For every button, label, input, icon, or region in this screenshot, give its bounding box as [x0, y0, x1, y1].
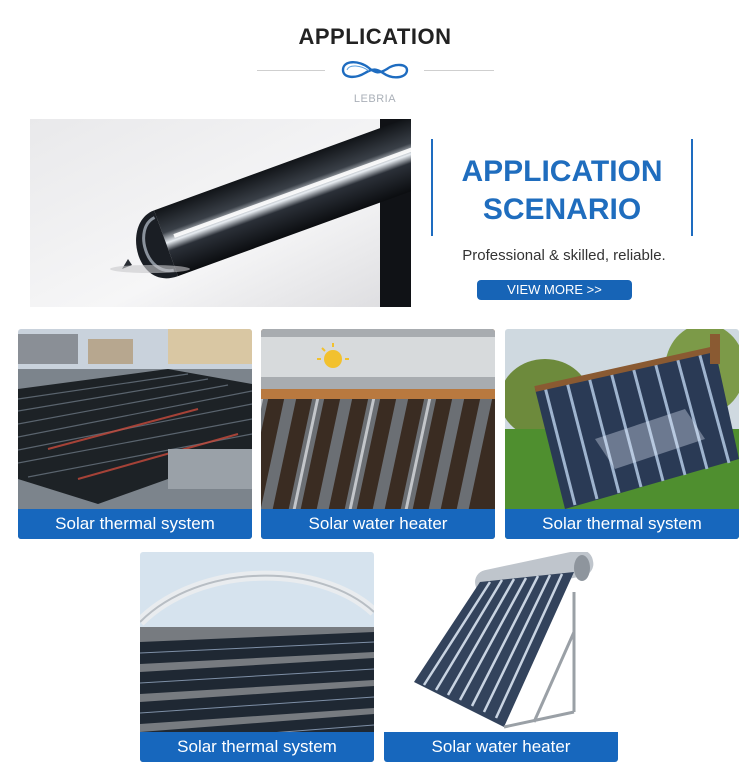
header-divider-left	[257, 70, 325, 71]
application-tile-grass-panel[interactable]	[505, 329, 739, 539]
application-tile-stadium[interactable]	[140, 552, 374, 762]
page-title: APPLICATION	[298, 24, 452, 49]
application-tile-heater-closeup[interactable]	[261, 329, 495, 539]
hero-vacuum-tube-image	[30, 119, 411, 307]
scenario-title-line1: APPLICATION	[461, 155, 663, 188]
rooftop-collectors-image	[18, 329, 252, 539]
stadium-collectors-image	[140, 552, 374, 762]
standalone-heater-image	[384, 552, 618, 762]
infinity-logo-icon	[337, 56, 413, 84]
scenario-title-line2: SCENARIO	[482, 193, 642, 226]
grass-panel-image	[505, 329, 739, 539]
tile-label: Solar thermal system	[140, 732, 374, 762]
view-more-button[interactable]: VIEW MORE >>	[477, 280, 632, 300]
scenario-bar-right	[691, 139, 693, 236]
brand-subtitle: LEBRIA	[353, 93, 397, 105]
tile-label: Solar thermal system	[18, 509, 252, 539]
tile-label: Solar water heater	[384, 732, 618, 762]
scenario-tagline: Professional & skilled, reliable.	[462, 247, 666, 264]
application-tile-standalone-heater[interactable]	[384, 552, 618, 762]
header-divider-right	[424, 70, 494, 71]
heater-closeup-image	[261, 329, 495, 539]
tile-label: Solar water heater	[261, 509, 495, 539]
tile-label: Solar thermal system	[505, 509, 739, 539]
application-tile-rooftop[interactable]	[18, 329, 252, 539]
